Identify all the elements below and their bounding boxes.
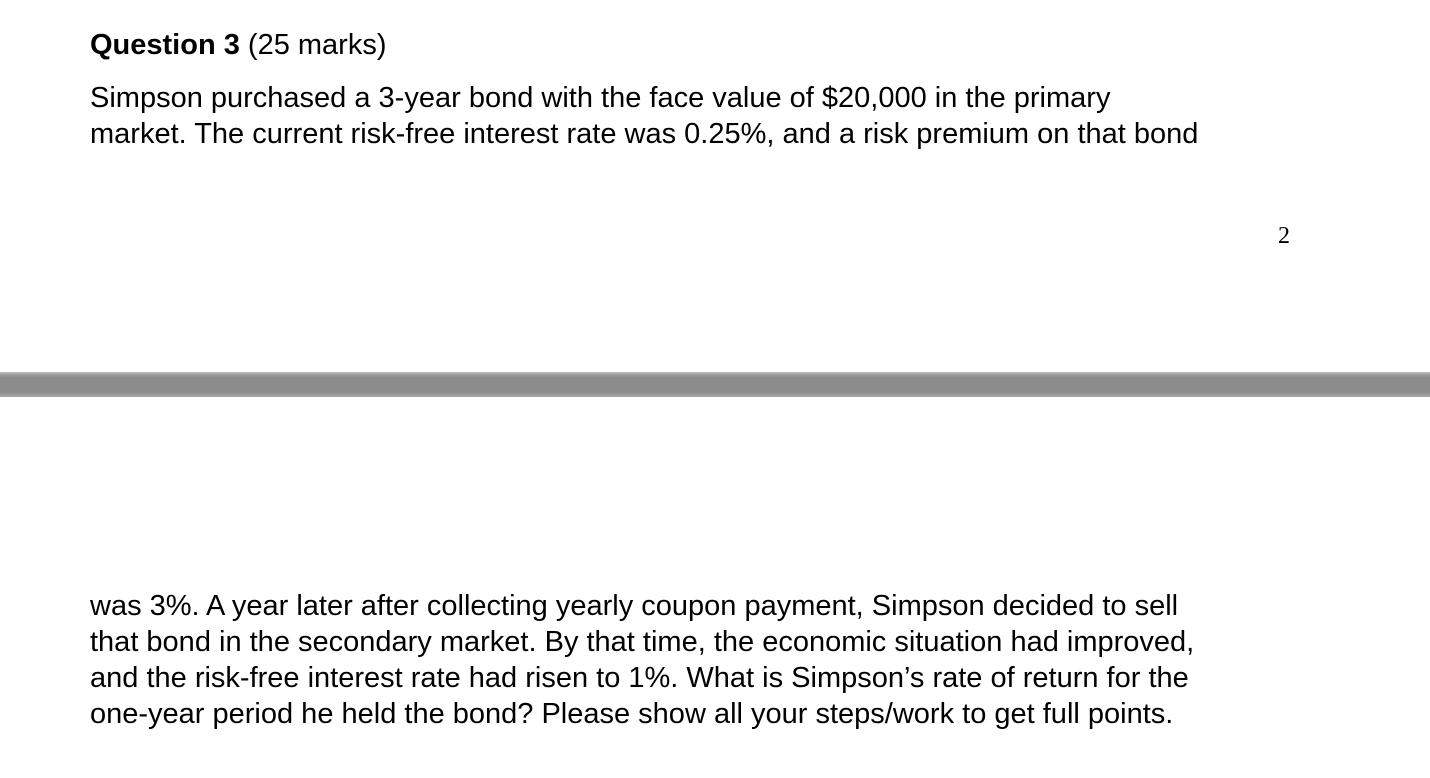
text-line: and the risk-free interest rate had risen to 1%. What is Simpson’s rate of return for the (90, 662, 1189, 694)
question-label: Question 3 (90, 29, 240, 61)
question-heading (90, 27, 387, 63)
question-text-part-1 (90, 80, 1330, 152)
text-line: was 3%. A year later after collecting yearly coupon payment, Simpson decided to sell (90, 590, 1179, 622)
text-line: that bond in the secondary market. By that time, the economic situation had improved, (90, 626, 1195, 658)
text-line: one-year period he held the bond? Please show all your steps/work to get full points. (90, 698, 1174, 730)
question-text-part-2 (90, 588, 1330, 732)
document-page-upper (0, 0, 1430, 372)
text-line: Simpson purchased a 3-year bond with the face value of $20,000 in the primary (90, 82, 1111, 114)
page-break-separator (0, 372, 1430, 397)
question-marks: (25 marks) (247, 29, 387, 61)
page-number: 2 (1278, 223, 1290, 249)
text-line: market. The current risk-free interest rate was 0.25%, and a risk premium on that bond (90, 118, 1199, 150)
